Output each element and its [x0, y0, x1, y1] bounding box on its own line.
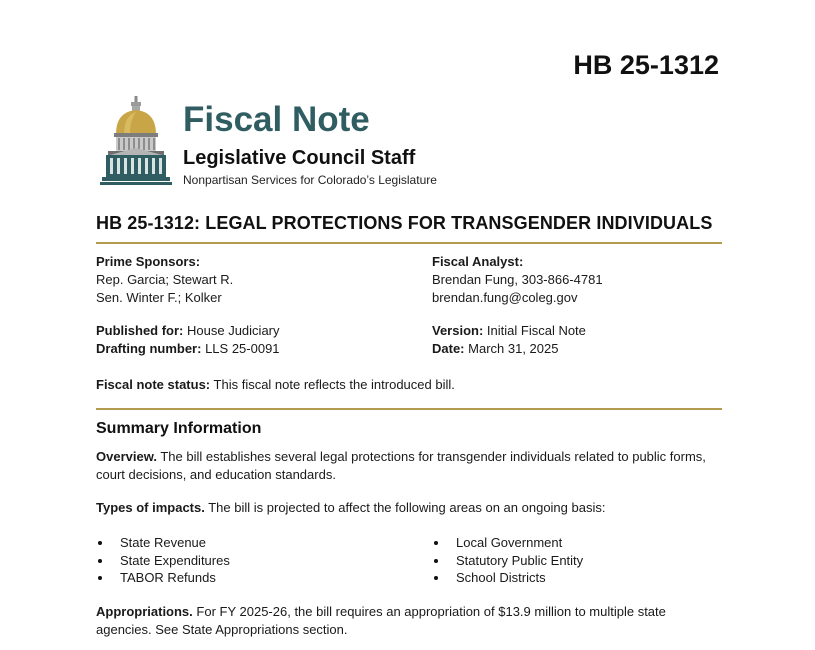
sponsor-senate: Sen. Winter F.; Kolker	[96, 290, 222, 305]
summary-heading: Summary Information	[96, 420, 262, 437]
published-for-value: House Judiciary	[187, 323, 280, 338]
organization-name: Legislative Council Staff	[183, 147, 416, 169]
appropriations-paragraph	[96, 603, 716, 639]
bill-title: HB 25-1312: LEGAL PROTECTIONS FOR TRANSGENDER INDIVIDUALS	[96, 213, 713, 233]
list-item: State Expenditures	[96, 552, 230, 570]
list-item: Local Government	[432, 534, 583, 552]
impacts-paragraph	[96, 499, 716, 517]
publication-info	[96, 322, 280, 358]
divider	[96, 242, 722, 244]
fiscal-analyst	[432, 253, 603, 307]
list-item: School Districts	[432, 569, 583, 587]
version-label: Version:	[432, 323, 484, 338]
list-item: State Revenue	[96, 534, 230, 552]
impacts-label: Types of impacts.	[96, 500, 205, 515]
impacts-list-left	[96, 534, 230, 587]
status-value: This fiscal note reflects the introduced bill.	[213, 377, 455, 392]
overview-label: Overview.	[96, 449, 157, 464]
prime-sponsors	[96, 253, 233, 307]
analyst-name-phone: Brendan Fung, 303-866-4781	[432, 272, 603, 287]
organization-tagline: Nonpartisan Services for Colorado’s Legislature	[183, 173, 437, 187]
date-value: March 31, 2025	[468, 341, 559, 356]
bill-number: HB 25-1312	[573, 50, 719, 80]
appropriations-text: For FY 2025-26, the bill requires an appropriation of $13.9 million to multiple state agencies. See State Appropriations section.	[96, 604, 666, 637]
impacts-text: The bill is projected to affect the following areas on an ongoing basis:	[208, 500, 606, 515]
sponsor-house: Rep. Garcia; Stewart R.	[96, 272, 234, 287]
overview-paragraph	[96, 448, 716, 484]
list-item: Statutory Public Entity	[432, 552, 583, 570]
capitol-dome-icon	[100, 96, 172, 190]
fiscal-note-status	[96, 376, 455, 394]
page-title: Fiscal Note	[183, 100, 370, 139]
status-label: Fiscal note status:	[96, 377, 211, 392]
prime-sponsors-label: Prime Sponsors:	[96, 254, 201, 269]
appropriations-label: Appropriations.	[96, 604, 193, 619]
published-for-label: Published for:	[96, 323, 184, 338]
drafting-number-label: Drafting number:	[96, 341, 202, 356]
impacts-list-right	[432, 534, 583, 587]
analyst-email[interactable]: brendan.fung@coleg.gov	[432, 290, 578, 305]
fiscal-analyst-label: Fiscal Analyst:	[432, 254, 524, 269]
version-info	[432, 322, 586, 358]
divider	[96, 408, 722, 410]
version-value: Initial Fiscal Note	[486, 323, 586, 338]
drafting-number-value: LLS 25-0091	[205, 341, 280, 356]
list-item: TABOR Refunds	[96, 569, 230, 587]
header-title-block	[183, 100, 437, 187]
date-label: Date:	[432, 341, 465, 356]
overview-text: The bill establishes several legal protections for transgender individuals related to public forms, court decisions, and education standards.	[96, 449, 706, 482]
